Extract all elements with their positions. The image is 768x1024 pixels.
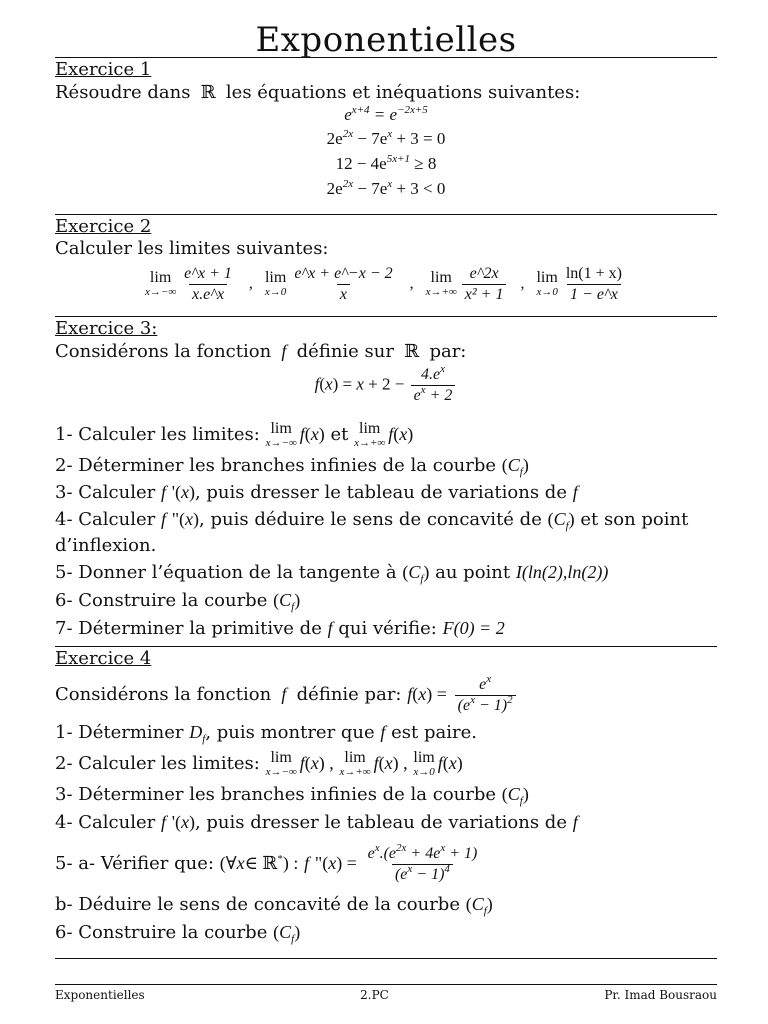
question-5a: 5- a- Vérifier que: (∀x∈ ℝ*) : f "(x) = $\frac{e^x.(e^{2x} + 4e^x + 1)}{(e^x - 1)^4}$ bbox=[55, 836, 717, 890]
question-text: 1- Déterminer bbox=[55, 722, 184, 743]
question-text: 2- Déterminer les branches infinies de la courbe bbox=[55, 455, 497, 476]
question-4: 4- Calculer f "(x), puis déduire le sens de concavité de $(C_f)$ et son point bbox=[55, 509, 689, 532]
denominator: x² + 1 bbox=[462, 284, 507, 304]
eq1-lhs-exp: x+4 bbox=[351, 104, 370, 116]
divider bbox=[55, 646, 717, 647]
question-text-2: , puis montrer que bbox=[205, 722, 375, 743]
question-text: b- Déduire le sens de concavité de la courbe bbox=[55, 894, 460, 915]
exercise-4-intro: Considérons la fonction f définie par: f(x) = $\frac{e^x}{(e^x - 1)^2}$ bbox=[55, 670, 717, 718]
question-text-2: , puis dresser le tableau de variations de bbox=[194, 482, 567, 503]
conjunction: et bbox=[330, 424, 349, 445]
lim-sub: x→+∞ bbox=[425, 286, 457, 298]
separator: , bbox=[409, 275, 414, 292]
divider bbox=[55, 958, 717, 959]
question-text: 7- Déterminer la primitive de bbox=[55, 618, 322, 639]
condition: F(0) = 2 bbox=[442, 618, 505, 638]
intro-text-2: les équations et inéquations suivantes: bbox=[225, 82, 581, 103]
denominator: 1 − e^x bbox=[567, 284, 621, 304]
equation-2 bbox=[55, 126, 717, 151]
question-text-2: qui vérifie: bbox=[338, 618, 437, 639]
limits-row bbox=[55, 260, 717, 308]
eq1-rhs: = e bbox=[373, 105, 398, 124]
denominator: x bbox=[337, 284, 350, 304]
lim-sub: x→−∞ bbox=[145, 286, 177, 298]
question-6: 6- Construire la courbe $(C_f)$ bbox=[55, 590, 301, 613]
eq1-lhs: e bbox=[344, 105, 352, 124]
question-3: 3- Calculer f '(x), puis dresser le tableau de variations de f bbox=[55, 482, 578, 503]
question-1: 1- Déterminer $D_f$, puis montrer que f est paire. bbox=[55, 722, 477, 745]
lim-op: lim x→−∞ bbox=[145, 269, 177, 298]
numerator: e^x + e^−x − 2 bbox=[294, 264, 393, 282]
question-4-cont: d’inflexion. bbox=[55, 535, 157, 556]
question-text-2: au point bbox=[435, 562, 511, 583]
question-text-2: , puis déduire le sens de concavité de bbox=[199, 509, 542, 530]
intro-text-2: définie sur bbox=[296, 341, 394, 362]
eq-part: − 7e bbox=[353, 129, 388, 148]
intro-text-2: définie par: bbox=[296, 684, 402, 705]
page-footer bbox=[55, 984, 717, 1002]
separator: , bbox=[248, 275, 253, 292]
eq1-rhs-exp: −2x+5 bbox=[397, 104, 428, 116]
question-text: 2- Calculer les limites: bbox=[55, 753, 260, 774]
lim-sub: x→0 bbox=[264, 286, 287, 298]
numerator: e^2x bbox=[469, 264, 499, 282]
exercise-2 bbox=[55, 216, 717, 316]
exercise-4-heading: Exercice 4 bbox=[55, 648, 152, 669]
real-set-symbol: ℝ bbox=[399, 341, 424, 361]
lim-sub: x→0 bbox=[536, 286, 558, 298]
divider bbox=[55, 214, 717, 215]
eq-part: ≥ 8 bbox=[410, 154, 437, 173]
question-text: 6- Construire la courbe bbox=[55, 590, 268, 611]
footer-right: Pr. Imad Bousraou bbox=[604, 988, 717, 1002]
question-6: 6- Construire la courbe $(C_f)$ bbox=[55, 922, 301, 945]
lim-op: lim x→0 bbox=[536, 269, 558, 298]
numerator: e^x + 1 bbox=[184, 264, 232, 282]
question-text: 3- Déterminer les branches infinies de la courbe bbox=[55, 784, 497, 805]
eq-part: 2x bbox=[342, 128, 354, 140]
question-text: 1- Calculer les limites: bbox=[55, 424, 260, 445]
fraction bbox=[291, 265, 395, 304]
eq-part: + 3 < 0 bbox=[392, 179, 446, 198]
exercise-3-intro bbox=[55, 340, 717, 366]
fraction: $\frac{e^x.(e^{2x} + 4e^x + 1)}{(e^x - 1)^4}$ bbox=[367, 841, 478, 883]
numerator: ln(1 + x) bbox=[565, 264, 622, 282]
question-text: 5- a- Vérifier que: bbox=[55, 853, 214, 874]
footer-center: 2.PC bbox=[360, 988, 389, 1002]
fraction bbox=[462, 265, 507, 304]
denominator: x.e^x bbox=[189, 284, 227, 304]
question-text: 3- Calculer bbox=[55, 482, 156, 503]
fraction bbox=[181, 265, 235, 304]
divider bbox=[55, 316, 717, 317]
lim-op: lim x→0 bbox=[264, 269, 287, 298]
f-symbol: f bbox=[276, 341, 291, 361]
question-text-2: , puis dresser le tableau de variations de bbox=[194, 812, 567, 833]
fraction: $\frac{e^x}{(e^x - 1)^2}$ bbox=[455, 676, 516, 715]
eq-part: + 3 = 0 bbox=[392, 129, 446, 148]
separator: , bbox=[520, 275, 525, 292]
intro-text-3: par: bbox=[429, 341, 467, 362]
equation-1 bbox=[55, 104, 717, 126]
eq-part: x bbox=[387, 178, 393, 190]
exercise-1 bbox=[55, 59, 717, 214]
exercise-3-heading: Exercice 3: bbox=[55, 318, 158, 339]
lim-op: lim x→+∞ bbox=[425, 269, 457, 298]
intro-text: Considérons la fonction bbox=[55, 341, 272, 362]
exercise-2-intro: Calculer les limites suivantes: bbox=[55, 238, 329, 259]
exercise-1-heading: Exercice 1 bbox=[55, 59, 152, 80]
limit-4 bbox=[536, 265, 627, 304]
intro-text: Considérons la fonction bbox=[55, 684, 272, 705]
question-2: 2- Déterminer les branches infinies de la courbe $(C_f)$ bbox=[55, 455, 529, 478]
limit-1 bbox=[145, 265, 237, 304]
intro-text: Résoudre dans bbox=[55, 82, 191, 103]
question-7: 7- Déterminer la primitive de f qui vérifie: F(0) = 2 bbox=[55, 618, 505, 639]
eq-part: 2e bbox=[326, 129, 343, 148]
eq-part: 2e bbox=[326, 179, 343, 198]
equation-3 bbox=[55, 151, 717, 176]
limit-2 bbox=[265, 265, 398, 304]
question-text-3: et son point bbox=[580, 509, 689, 530]
question-text: 4- Calculer bbox=[55, 509, 156, 530]
exercise-2-heading: Exercice 2 bbox=[55, 216, 152, 237]
eq-part: 12 − 4e bbox=[335, 154, 387, 173]
function-definition: f(x) = x + 2 − $\frac{4.e^x}{e^x + 2}$ bbox=[55, 366, 717, 416]
eq-part: − 7e bbox=[353, 179, 388, 198]
question-text-3: est paire. bbox=[391, 722, 477, 743]
page-title: Exponentielles bbox=[255, 20, 517, 60]
question-5: 5- Donner l’équation de la tangente à $(C_f)$ au point I(ln(2),ln(2)) bbox=[55, 562, 609, 585]
question-text: 5- Donner l’équation de la tangente à bbox=[55, 562, 397, 583]
lim-op: lim x→+∞ bbox=[354, 420, 386, 449]
equation-4 bbox=[55, 176, 717, 201]
exercise-1-intro bbox=[55, 81, 717, 104]
document-page bbox=[55, 0, 717, 959]
eq-part: 5x+1 bbox=[386, 153, 411, 165]
question-text: 6- Construire la courbe bbox=[55, 922, 268, 943]
question-4: 4- Calculer f '(x), puis dresser le tableau de variations de f bbox=[55, 812, 578, 833]
question-3: 3- Déterminer les branches infinies de la courbe $(C_f)$ bbox=[55, 784, 529, 807]
question-2: 2- Calculer les limites: lim x→−∞ f(x) , lim x→+∞ f(x) , lim x→0 f(x) bbox=[55, 749, 463, 778]
fraction bbox=[563, 265, 625, 304]
question-5b: b- Déduire le sens de concavité de la courbe $(C_f)$ bbox=[55, 894, 493, 917]
limit-3 bbox=[426, 265, 509, 304]
question-1: 1- Calculer les limites: lim x→−∞ f(x) et lim x→+∞ f(x) bbox=[55, 420, 414, 449]
question-text: 4- Calculer bbox=[55, 812, 156, 833]
eq-part: x bbox=[387, 128, 393, 140]
exercise-3 bbox=[55, 318, 717, 646]
footer-left: Exponentielles bbox=[55, 988, 145, 1002]
exercise-4 bbox=[55, 648, 717, 958]
point-label: I(ln(2),ln(2)) bbox=[515, 562, 609, 582]
eq-part: 2x bbox=[342, 178, 354, 190]
lim-op: lim x→−∞ bbox=[265, 420, 297, 449]
real-set-symbol: ℝ bbox=[196, 82, 221, 102]
